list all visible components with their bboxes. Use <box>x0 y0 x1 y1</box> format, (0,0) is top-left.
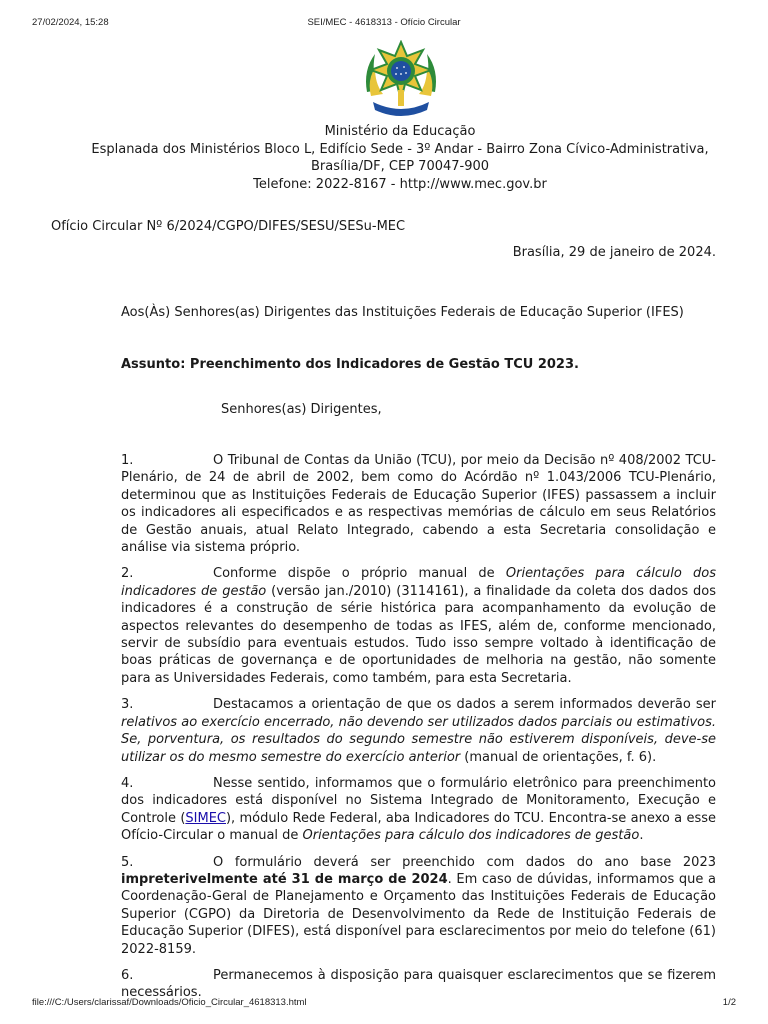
paragraph-text: (versão jan./2010) (3114161), a finalidade da coleta dos dados dos indicadores é a construção de série histórica para acompanhamento da evolução de aspectos relevantes do desempenho de todas as IFES, além de, conforme mencionado, servir de subsídio para eventuais estudos. Tudo isso sempre voltado à identificação de boas práticas de governança e de oportunidades de melhoria na gestão, não somente para as Universidades Federais, como também, para esta Secretaria. <box>121 583 716 686</box>
deadline: impreterivelmente até 31 de março de 2024 <box>121 871 448 887</box>
paragraph-1 <box>121 452 716 556</box>
paragraph-2 <box>121 565 716 687</box>
salutation: Senhores(as) Dirigentes, <box>221 402 382 417</box>
paragraph-number: 3. <box>121 697 134 713</box>
paragraph-4 <box>121 775 716 845</box>
coat-of-arms-icon <box>361 40 441 118</box>
paragraph-text: Conforme dispõe o próprio manual de <box>213 566 506 582</box>
paragraph-number: 2. <box>121 566 134 582</box>
paragraph-number: 6. <box>121 967 134 983</box>
paragraph-text: Permanecemos à disposição para quaisquer esclarecimentos que se fizerem necessários. <box>121 967 716 1001</box>
print-datetime: 27/02/2024, 15:28 <box>32 17 109 28</box>
paragraph-number: 5. <box>121 854 134 870</box>
paragraph-3 <box>121 696 716 766</box>
manual-title: Orientações para cálculo dos indicadores de gestão <box>302 828 640 844</box>
paragraph-5 <box>121 854 716 958</box>
paragraph-text: O formulário deverá ser preenchido com dados do ano base 2023 <box>213 854 716 870</box>
organization-address-1: Esplanada dos Ministérios Bloco L, Edifício Sede - 3º Andar - Bairro Zona Cívico-Administrativa, <box>91 141 709 157</box>
simec-link[interactable]: SIMEC <box>185 810 226 826</box>
organization-name: Ministério da Educação <box>324 124 476 139</box>
print-file-path: file:///C:/Users/clarissaf/Downloads/Oficio_Circular_4618313.html <box>32 997 307 1008</box>
print-page-number: 1/2 <box>722 997 736 1008</box>
quoted-guideline: relativos ao exercício encerrado, não devendo ser utilizados dados parciais ou estimativos. Se, porventura, os resultados do segundo semestre não estiverem disponíveis, deve-se utilizar os do mesmo semestre do exercício anterior <box>121 714 716 765</box>
subject: Assunto: Preenchimento dos Indicadores de Gestão TCU 2023. <box>121 357 579 372</box>
paragraph-text: . Em caso de dúvidas, informamos que a Coordenação-Geral de Planejamento e Orçamento das Instituições Federais de Educação Superior (CGPO) da Diretoria de Desenvolvimento da Rede de Instituição Federais de Educação Superior (DIFES), está disponível para esclarecimentos por meio do telefone (61) 2022-8159. <box>121 871 716 957</box>
paragraph-number: 1. <box>121 453 134 468</box>
paragraph-number: 4. <box>121 775 134 791</box>
print-title: SEI/MEC - 4618313 - Ofício Circular <box>307 17 461 28</box>
paragraph-text: . <box>639 828 644 844</box>
paragraph-text: ), módulo Rede Federal, aba Indicadores do TCU. Encontra-se anexo a esse Ofício-Circular o manual de <box>121 810 716 844</box>
oficio-number: Ofício Circular Nº 6/2024/CGPO/DIFES/SESU/SESu-MEC <box>51 219 406 234</box>
organization-address-2: Brasília/DF, CEP 70047-900 <box>310 159 490 174</box>
document-date: Brasília, 29 de janeiro de 2024. <box>512 245 716 260</box>
organization-contact: Telefone: 2022-8167 - http://www.mec.gov.br <box>253 176 547 192</box>
paragraph-text: Destacamos a orientação de que os dados a serem informados deverão ser <box>213 697 716 713</box>
paragraph-text: O Tribunal de Contas da União (TCU), por meio da Decisão nº 408/2002 TCU-Plenário, de 24 de abril de 2002, bem como do Acórdão nº 1.043/2006 TCU-Plenário, determinou que as Instituições Federais de Educação Superior (IFES) passassem a incluir os indicadores ali especificados e as respectivas memórias de cálculo em seus Relatórios de Gestão anuais, atual Relato Integrado, cabendo a esta Secretaria consolidação e análise via sistema próprio. <box>121 453 716 556</box>
document-body <box>121 452 716 1011</box>
paragraph-text: Nesse sentido, informamos que o formulário eletrônico para preenchimento dos indicadores está disponível no Sistema Integrado de Monitoramento, Execução e Controle ( <box>121 775 716 826</box>
organization-block <box>80 123 720 193</box>
paragraph-text: (manual de orientações, f. 6). <box>460 749 657 765</box>
manual-title: Orientações para cálculo dos indicadores de gestão <box>121 566 716 599</box>
addressee: Aos(Às) Senhores(as) Dirigentes das Instituições Federais de Educação Superior (IFES) <box>121 305 684 320</box>
